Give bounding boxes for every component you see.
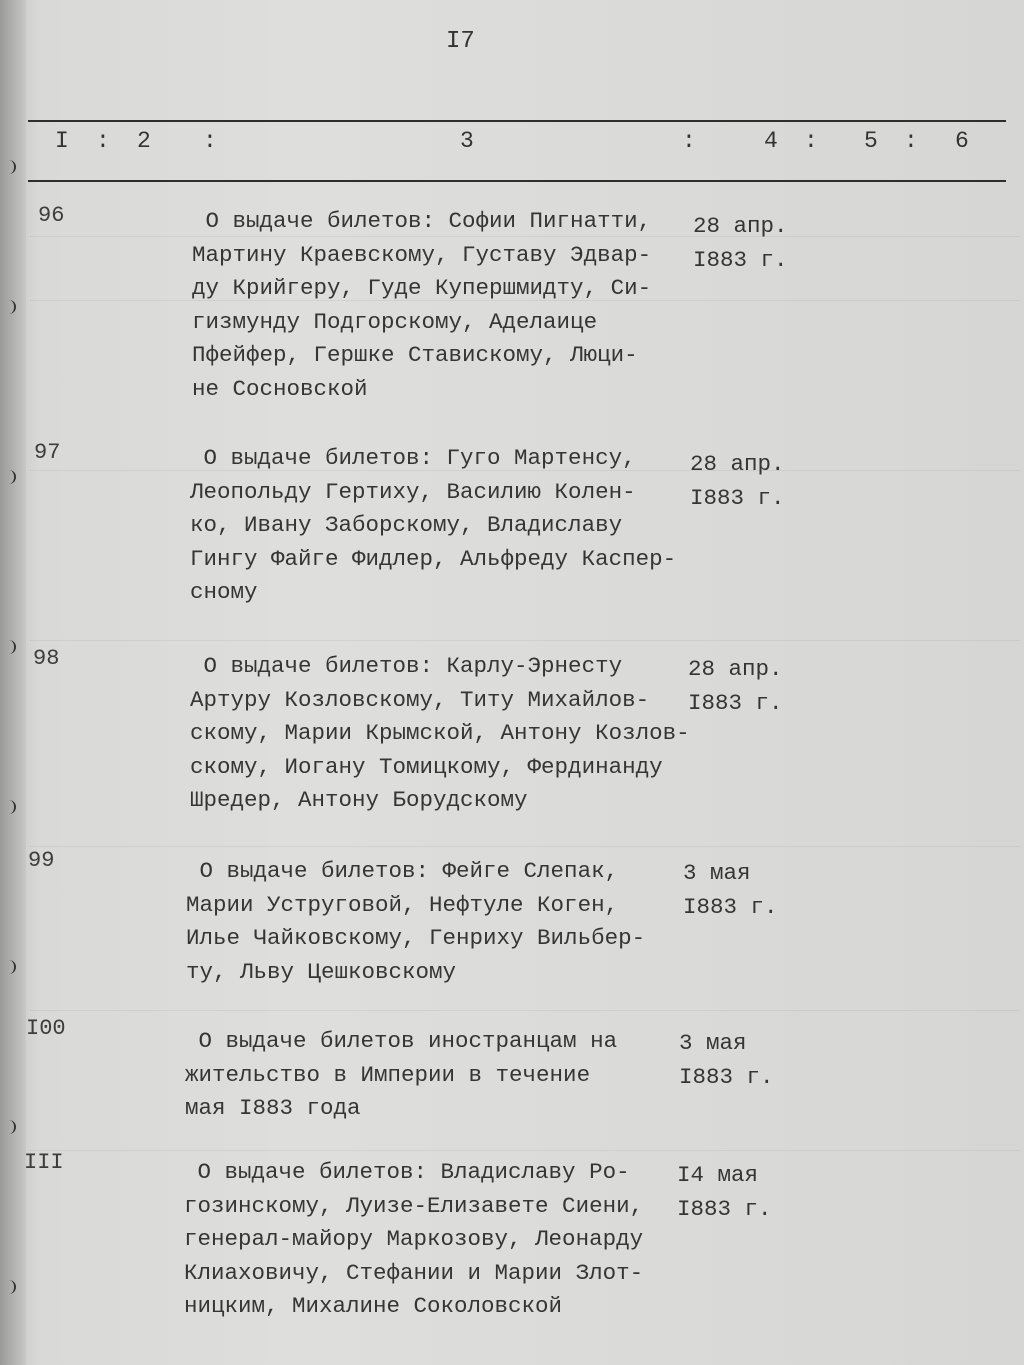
column-header-4: 4 [764,128,778,154]
entry-text: О выдаче билетов: Владиславу Ро- гозинскому, Луизе-Елизавете Сиени, генерал-майору Маркозову, Леонарду Клиаховичу, Стефании и Марии Злот- ницким, Михалине Соколовской [184,1159,644,1319]
entry-date: 3 мая I883 г. [683,860,778,920]
faint-line [30,1010,1020,1011]
entry-text: О выдаче билетов: Фейге Слепак, Марии Уструговой, Нефтуле Коген, Илье Чайковскому, Генриху Вильбер- ту, Льву Цешковскому [186,858,646,985]
entry-date: 28 апр. I883 г. [688,656,783,716]
faint-line [30,1150,1020,1151]
entry-date: I4 мая I883 г. [677,1162,772,1222]
entry-text: О выдаче билетов: Софии Пигнатти, Мартину Краевскому, Густаву Эдвар- ду Крийгеру, Гуде Купершмидту, Си- гизмунду Подгорскому, Аделаице Пфейфер, Гершке Ставискому, Люци- не Сосновской [192,208,652,402]
column-header-1: I [55,128,69,154]
column-header-2: 2 [137,128,151,154]
entry-number: I00 [26,1016,66,1041]
binding-stitch [2,1120,16,1134]
faint-line [30,846,1020,847]
column-separator: : [203,128,217,154]
entry-number: 98 [33,646,60,671]
faint-line [30,640,1020,641]
entry-text: О выдаче билетов: Гуго Мартенсу, Леопольду Гертиху, Василию Колен- ко, Ивану Заборскому, Владиславу Гингу Файге Фидлер, Альфреду Каспер- сному [190,445,677,605]
binding-stitch [2,300,16,314]
column-header-3: 3 [460,128,474,154]
header-bottom-rule [28,180,1006,182]
column-header-6: 6 [955,128,969,154]
binding-stitch [2,160,16,174]
column-separator: : [804,128,818,154]
entry-date: 28 апр. I883 г. [690,451,785,511]
binding-stitch [2,640,16,654]
entry-number: 96 [38,203,65,228]
binding-stitch [2,800,16,814]
header-top-rule [28,120,1006,122]
entry-number: III [24,1150,64,1175]
entry-date: 3 мая I883 г. [679,1030,774,1090]
binding-stitch [2,960,16,974]
binding-stitch [2,470,16,484]
entry-text: О выдаче билетов: Карлу-Эрнесту Артуру Козловскому, Титу Михайлов- скому, Марии Крымской, Антону Козлов- скому, Иогану Томицкому, Фердинанду Шредер, Антону Борудскому [190,653,690,813]
column-separator: : [96,128,110,154]
column-separator: : [682,128,696,154]
column-separator: : [904,128,918,154]
column-header-5: 5 [864,128,878,154]
entry-number: 99 [28,848,55,873]
entry-text: О выдаче билетов иностранцам на жительство в Империи в течение мая I883 года [185,1028,618,1121]
entry-number: 97 [34,440,61,465]
binding-stitch [2,1280,16,1294]
entry-date: 28 апр. I883 г. [693,213,788,273]
page-binding [0,0,26,1365]
page-number: I7 [446,28,475,55]
